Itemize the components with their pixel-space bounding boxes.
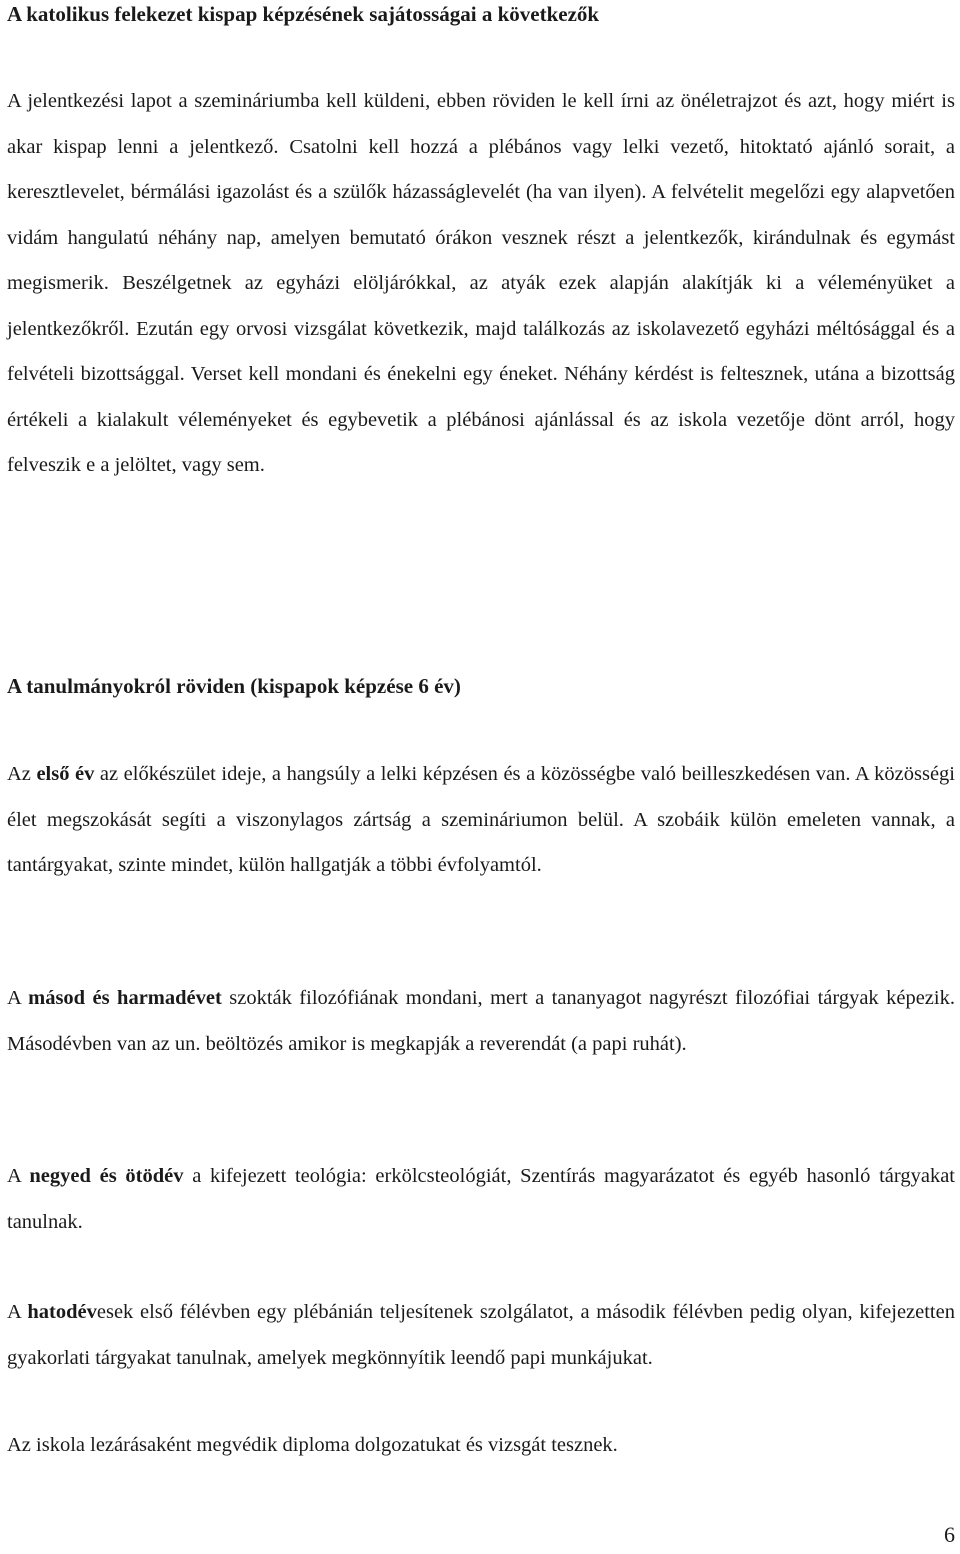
section-heading-training: A katolikus felekezet kispap képzésének sajátosságai a következők bbox=[7, 2, 600, 26]
section-heading-studies: A tanulmányokról röviden (kispapok képzése 6 év) bbox=[7, 674, 461, 698]
final-paragraph: Az iskola lezárásaként megvédik diploma dolgozatukat és vizsgát tesznek. bbox=[7, 1434, 618, 1456]
second-year-pre: A bbox=[7, 987, 29, 1009]
second-year-bold: másod és harmadévet bbox=[28, 987, 222, 1009]
page-number: 6 bbox=[944, 1522, 955, 1547]
intro-paragraph: A jelentkezési lapot a szemináriumba kell küldeni, ebben röviden le kell írni az önéletrajzot és azt, hogy miért is akar kispap lenni a jelentkező. Csatolni kell hozzá a plébános vagy lelki vezető, hitoktató ajánló sorait, a keresztlevelet, bérmálási igazolást és a szülők házasságlevelét (ha van ilyen). A felvételit megelőzi egy alapvetően vidám hangulatú néhány nap, amelyen bemutató órákon vesznek részt a jelentkezők, kirándulnak és egymást megismerik. Beszélgetnek az egyházi elöljárókkal, az atyák ezek alapján alakítják ki a véleményüket a jelentkezőkről. Ezután egy orvosi vizsgálat következik, majd találkozás az iskolavezető egyházi méltósággal és a felvételi bizottsággal. Verset kell mondani és énekelni egy éneket. Néhány kérdést is feltesznek, utána a bizottság értékeli a kialakult véleményeket és egybevetik a plébánosi ajánlással és az iskola vezetője dönt arról, hogy felveszik e a jelöltet, vagy sem. bbox=[7, 90, 955, 476]
first-year-bold: első év bbox=[36, 763, 95, 785]
first-year-post: az előkészület ideje, a hangsúly a lelki képzésen és a közösségbe való beilleszkedésen van. A közösségi élet megszokását segíti a viszonylagos zártság a szemináriumon belül. A szobáik külön emeleten vannak, a tantárgyakat, szinte mindet, külön hallgatják a többi évfolyamtól. bbox=[7, 763, 955, 876]
fourth-year-pre: A bbox=[7, 1165, 30, 1187]
sixth-year-bold: hatodév bbox=[27, 1301, 97, 1323]
first-year-pre: Az bbox=[7, 763, 37, 785]
fourth-year-paragraph bbox=[7, 1154, 955, 1245]
sixth-year-post: esek első félévben egy plébánián teljesítenek szolgálatot, a második félévben pedig olyan, kifejezetten gyakorlati tárgyakat tanulnak, amelyek megkönnyítik leendő papi munkájukat. bbox=[7, 1301, 955, 1369]
first-year-paragraph bbox=[7, 752, 955, 889]
second-year-paragraph bbox=[7, 976, 955, 1067]
fourth-year-post: a kifejezett teológia: erkölcsteológiát, Szentírás magyarázatot és egyéb hasonló tárgyakat tanulnak. bbox=[7, 1165, 955, 1233]
fourth-year-bold: negyed és ötödév bbox=[29, 1165, 184, 1187]
sixth-year-paragraph bbox=[7, 1290, 955, 1381]
sixth-year-pre: A bbox=[7, 1301, 28, 1323]
second-year-post: szokták filozófiának mondani, mert a tananyagot nagyrészt filozófiai tárgyak képezik. Másodévben van az un. beöltözés amikor is megkapják a reverendát (a papi ruhát). bbox=[7, 987, 955, 1055]
